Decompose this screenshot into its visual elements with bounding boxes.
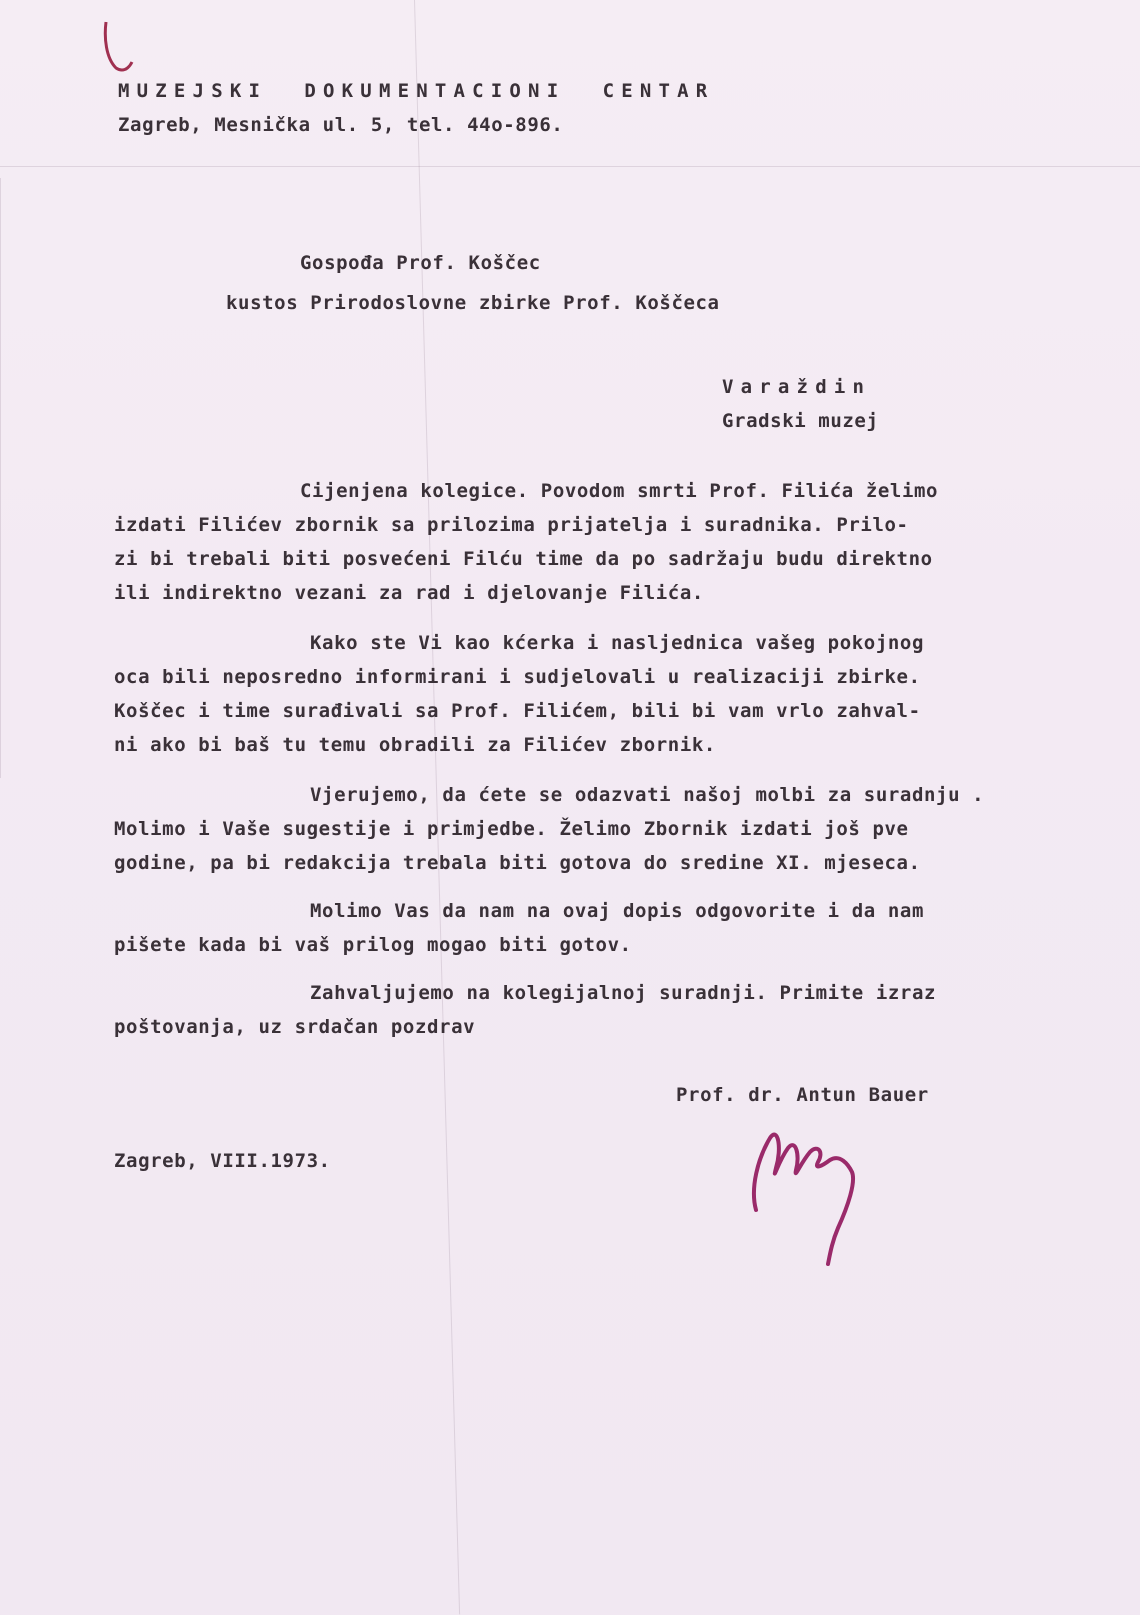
- body-line: Molimo Vas da nam na ovaj dopis odgovorite i da nam: [310, 900, 924, 922]
- paper-crease: [0, 178, 1, 778]
- body-line: Molimo i Vaše sugestije i primjedbe. Želimo Zbornik izdati još pve: [114, 818, 909, 840]
- recipient-institution: Gradski muzej: [722, 410, 879, 432]
- recipient-name: Gospođa Prof. Koščec: [300, 252, 541, 274]
- body-line: zi bi trebali biti posvećeni Filću time da po sadržaju budu direktno: [114, 548, 933, 570]
- body-line: Zahvaljujemo na kolegijalnoj suradnji. Primite izraz: [310, 982, 937, 1004]
- date-line: Zagreb, VIII.1973.: [114, 1150, 331, 1172]
- body-line: Cijenjena kolegice. Povodom smrti Prof. Filića želimo: [300, 480, 939, 502]
- body-line: Vjerujemo, da ćete se odazvati našoj molbi za suradnju .: [310, 784, 985, 806]
- body-line: ili indirektno vezani za rad i djelovanje Filića.: [114, 582, 704, 604]
- letterhead-org: MUZEJSKI DOKUMENTACIONI CENTAR: [118, 80, 715, 102]
- signer-name: Prof. dr. Antun Bauer: [676, 1084, 929, 1106]
- letterhead-address: Zagreb, Mesnička ul. 5, tel. 44o-896.: [118, 114, 564, 136]
- paper-crease: [414, 0, 460, 1614]
- recipient-title: kustos Prirodoslovne zbirke Prof. Koščeca: [226, 292, 720, 314]
- body-line: oca bili neposredno informirani i sudjelovali u realizaciji zbirke.: [114, 666, 921, 688]
- handwritten-signature: [748, 1108, 888, 1268]
- body-line: Koščec i time surađivali sa Prof. Filićem, bili bi vam vrlo zahval-: [114, 700, 921, 722]
- body-line: pišete kada bi vaš prilog mogao biti gotov.: [114, 934, 632, 956]
- body-line: Kako ste Vi kao kćerka i nasljednica vašeg pokojnog: [310, 632, 924, 654]
- recipient-city: Varaždin: [722, 376, 872, 398]
- body-line: ni ako bi baš tu temu obradili za Filićev zbornik.: [114, 734, 716, 756]
- paper-crease: [0, 166, 1140, 167]
- body-line: godine, pa bi redakcija trebala biti gotova do sredine XI. mjeseca.: [114, 852, 921, 874]
- body-line: izdati Filićev zbornik sa prilozima prijatelja i suradnika. Prilo-: [114, 514, 909, 536]
- pencil-mark-icon: [102, 18, 142, 78]
- body-line: poštovanja, uz srdačan pozdrav: [114, 1016, 476, 1038]
